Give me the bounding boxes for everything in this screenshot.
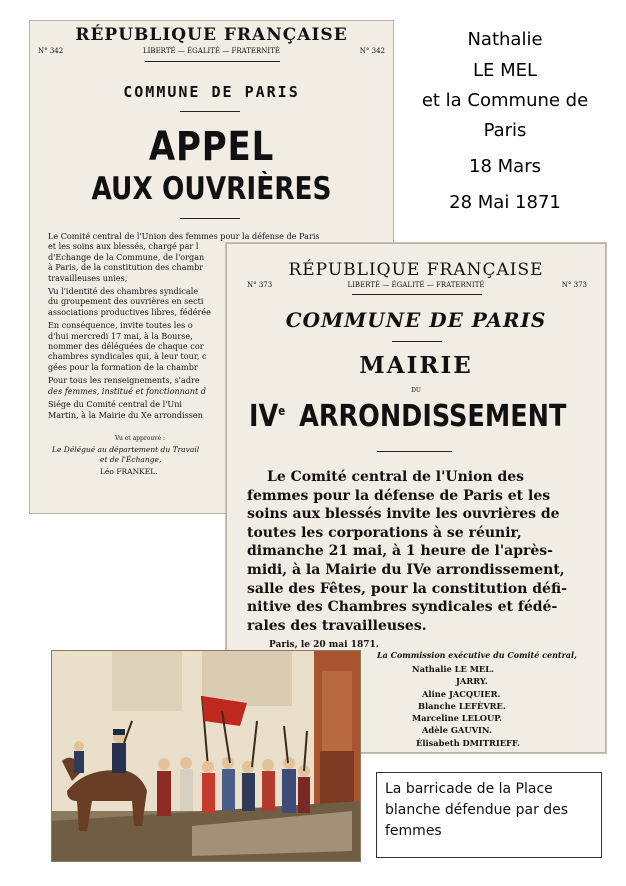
poster1-header: RÉPUBLIQUE FRANÇAISE (75, 25, 348, 45)
poster2-commune: COMMUNE DE PARIS (285, 308, 547, 332)
poster2-du: DU (411, 387, 421, 394)
poster2-body (247, 468, 592, 635)
poster2-body-line: soins aux blessés invite les ouvrières de (247, 506, 560, 523)
poster2-body-line: Le Comité central de l'Union des (267, 469, 525, 485)
page-title-block (401, 26, 609, 217)
title-line-3: et la Commune de (421, 90, 589, 111)
poster2-body-line: midi, à la Mairie du IVe arrondissement, (247, 561, 565, 578)
poster1-delegue-line2: et de l'Échange, (100, 455, 162, 464)
caption-line-2: blanche défendue par des (385, 802, 569, 818)
title-line-5: 18 Mars (469, 156, 541, 177)
poster1-signature: Léo FRANKEL. (100, 467, 158, 476)
poster2-body-line: salle des Fêtes, pour la constitution défi- (247, 580, 567, 597)
poster2-body-line: dimanche 21 mai, à 1 heure de l'après- (247, 543, 553, 560)
caption-line-1: La barricade de la Place (385, 781, 553, 797)
poster2-arrondissement: ARRONDISSEMENT (299, 399, 567, 434)
poster1-appel: APPEL (148, 124, 275, 170)
poster2-date: Paris, le 20 mai 1871. (269, 640, 379, 650)
poster2-body-line: nitive des Chambres syndicales et fédé- (247, 599, 558, 616)
poster1-body-line: Pour tous les renseignements, s'adre (48, 375, 200, 386)
poster1-body-line: du groupement des ouvrières en secti (48, 296, 204, 307)
poster2-number-right: N° 373 (561, 281, 587, 289)
poster1-number-right: N° 342 (359, 47, 385, 55)
signatory: Blanche LEFÈVRE. (418, 700, 506, 711)
poster1-body-line: d'hui mercredi 17 mai, à la Bourse, (48, 330, 193, 341)
poster2-body-line: toutes les corporations à se réunir, (247, 524, 522, 541)
signatory: Marceline LELOUP. (412, 713, 502, 724)
title-line-6: 28 Mai 1871 (449, 192, 561, 213)
poster1-body-line: Martin, à la Mairie du Xe arrondissen (48, 409, 203, 420)
poster1-body-line: et les soins aux blessés, chargé par l (48, 241, 199, 252)
poster1-body-line: Le Comité central de l'Union des femmes pour la défense de Paris (48, 231, 320, 241)
poster1-body-line: Vu l'identité des chambres syndicale (48, 286, 199, 297)
poster2-body-line: femmes pour la défense de Paris et les (247, 487, 551, 504)
signatory: Nathalie LE MEL. (412, 664, 494, 674)
signatory: Élisabeth DMITRIEFF. (416, 737, 520, 748)
caption-line-3: femmes (385, 823, 442, 839)
poster1-body-line: nommer des déléguées de chaque cor (48, 341, 204, 352)
barricade-illustration (51, 650, 361, 862)
poster2-commission: La Commission exécutive du Comité central, (377, 650, 577, 660)
poster2-body-line: rales des travailleuses. (247, 617, 427, 634)
poster1-body-line: En conséquence, invite toutes les o (48, 320, 193, 331)
poster1-number-left: N° 342 (38, 47, 64, 55)
poster1-body-line: chambres syndicales qui, à leur tour, c (48, 351, 207, 362)
signatory: Aline JACQUIER. (422, 688, 501, 699)
poster1-body-line: des femmes, institué et fonctionnant d (48, 385, 206, 396)
poster1-body-line: gées pour la formation de la chambr (48, 361, 198, 372)
poster1-body-line: d'Echange de la Commune, de l'organ (48, 251, 205, 262)
poster1-delegue-line1: Le Délégué au département du Travail (52, 445, 200, 454)
signatory: Adèle GAUVIN. (422, 725, 492, 736)
poster1-body-line: associations productives libres, fédérée (48, 306, 211, 317)
signatory: JARRY. (456, 676, 488, 687)
poster2-header: RÉPUBLIQUE FRANÇAISE (288, 260, 544, 280)
poster2-arr-number: IV (249, 399, 279, 434)
title-line-1: Nathalie (467, 29, 543, 50)
poster2-arr-sup: e (278, 404, 286, 418)
poster1-motto: LIBERTÉ — ÉGALITÉ — FRATERNITÉ (143, 47, 280, 55)
poster2-signatories (412, 663, 520, 749)
poster2-motto: LIBERTÉ — ÉGALITÉ — FRATERNITÉ (347, 281, 485, 289)
poster1-aux-ouvrieres: AUX OUVRIÈRES (91, 171, 332, 207)
poster1-approuve: Vu et approuvé : (115, 435, 166, 442)
poster2-mairie: MAIRIE (359, 352, 473, 379)
title-line-2: LE MEL (472, 60, 538, 81)
poster1-body-line: Siége du Comité central de l'Uni (48, 399, 183, 410)
poster1-body-line: à Paris, de la constitution des chambr (48, 262, 204, 273)
poster1-commune: COMMUNE DE PARIS (123, 83, 300, 101)
illustration-caption (376, 772, 602, 858)
poster2-number-left: N° 373 (247, 281, 273, 289)
title-line-4: Paris (483, 120, 527, 141)
poster1-body-line: travailleuses unies, (48, 272, 128, 283)
poster2-arrondissement-line (249, 399, 566, 434)
